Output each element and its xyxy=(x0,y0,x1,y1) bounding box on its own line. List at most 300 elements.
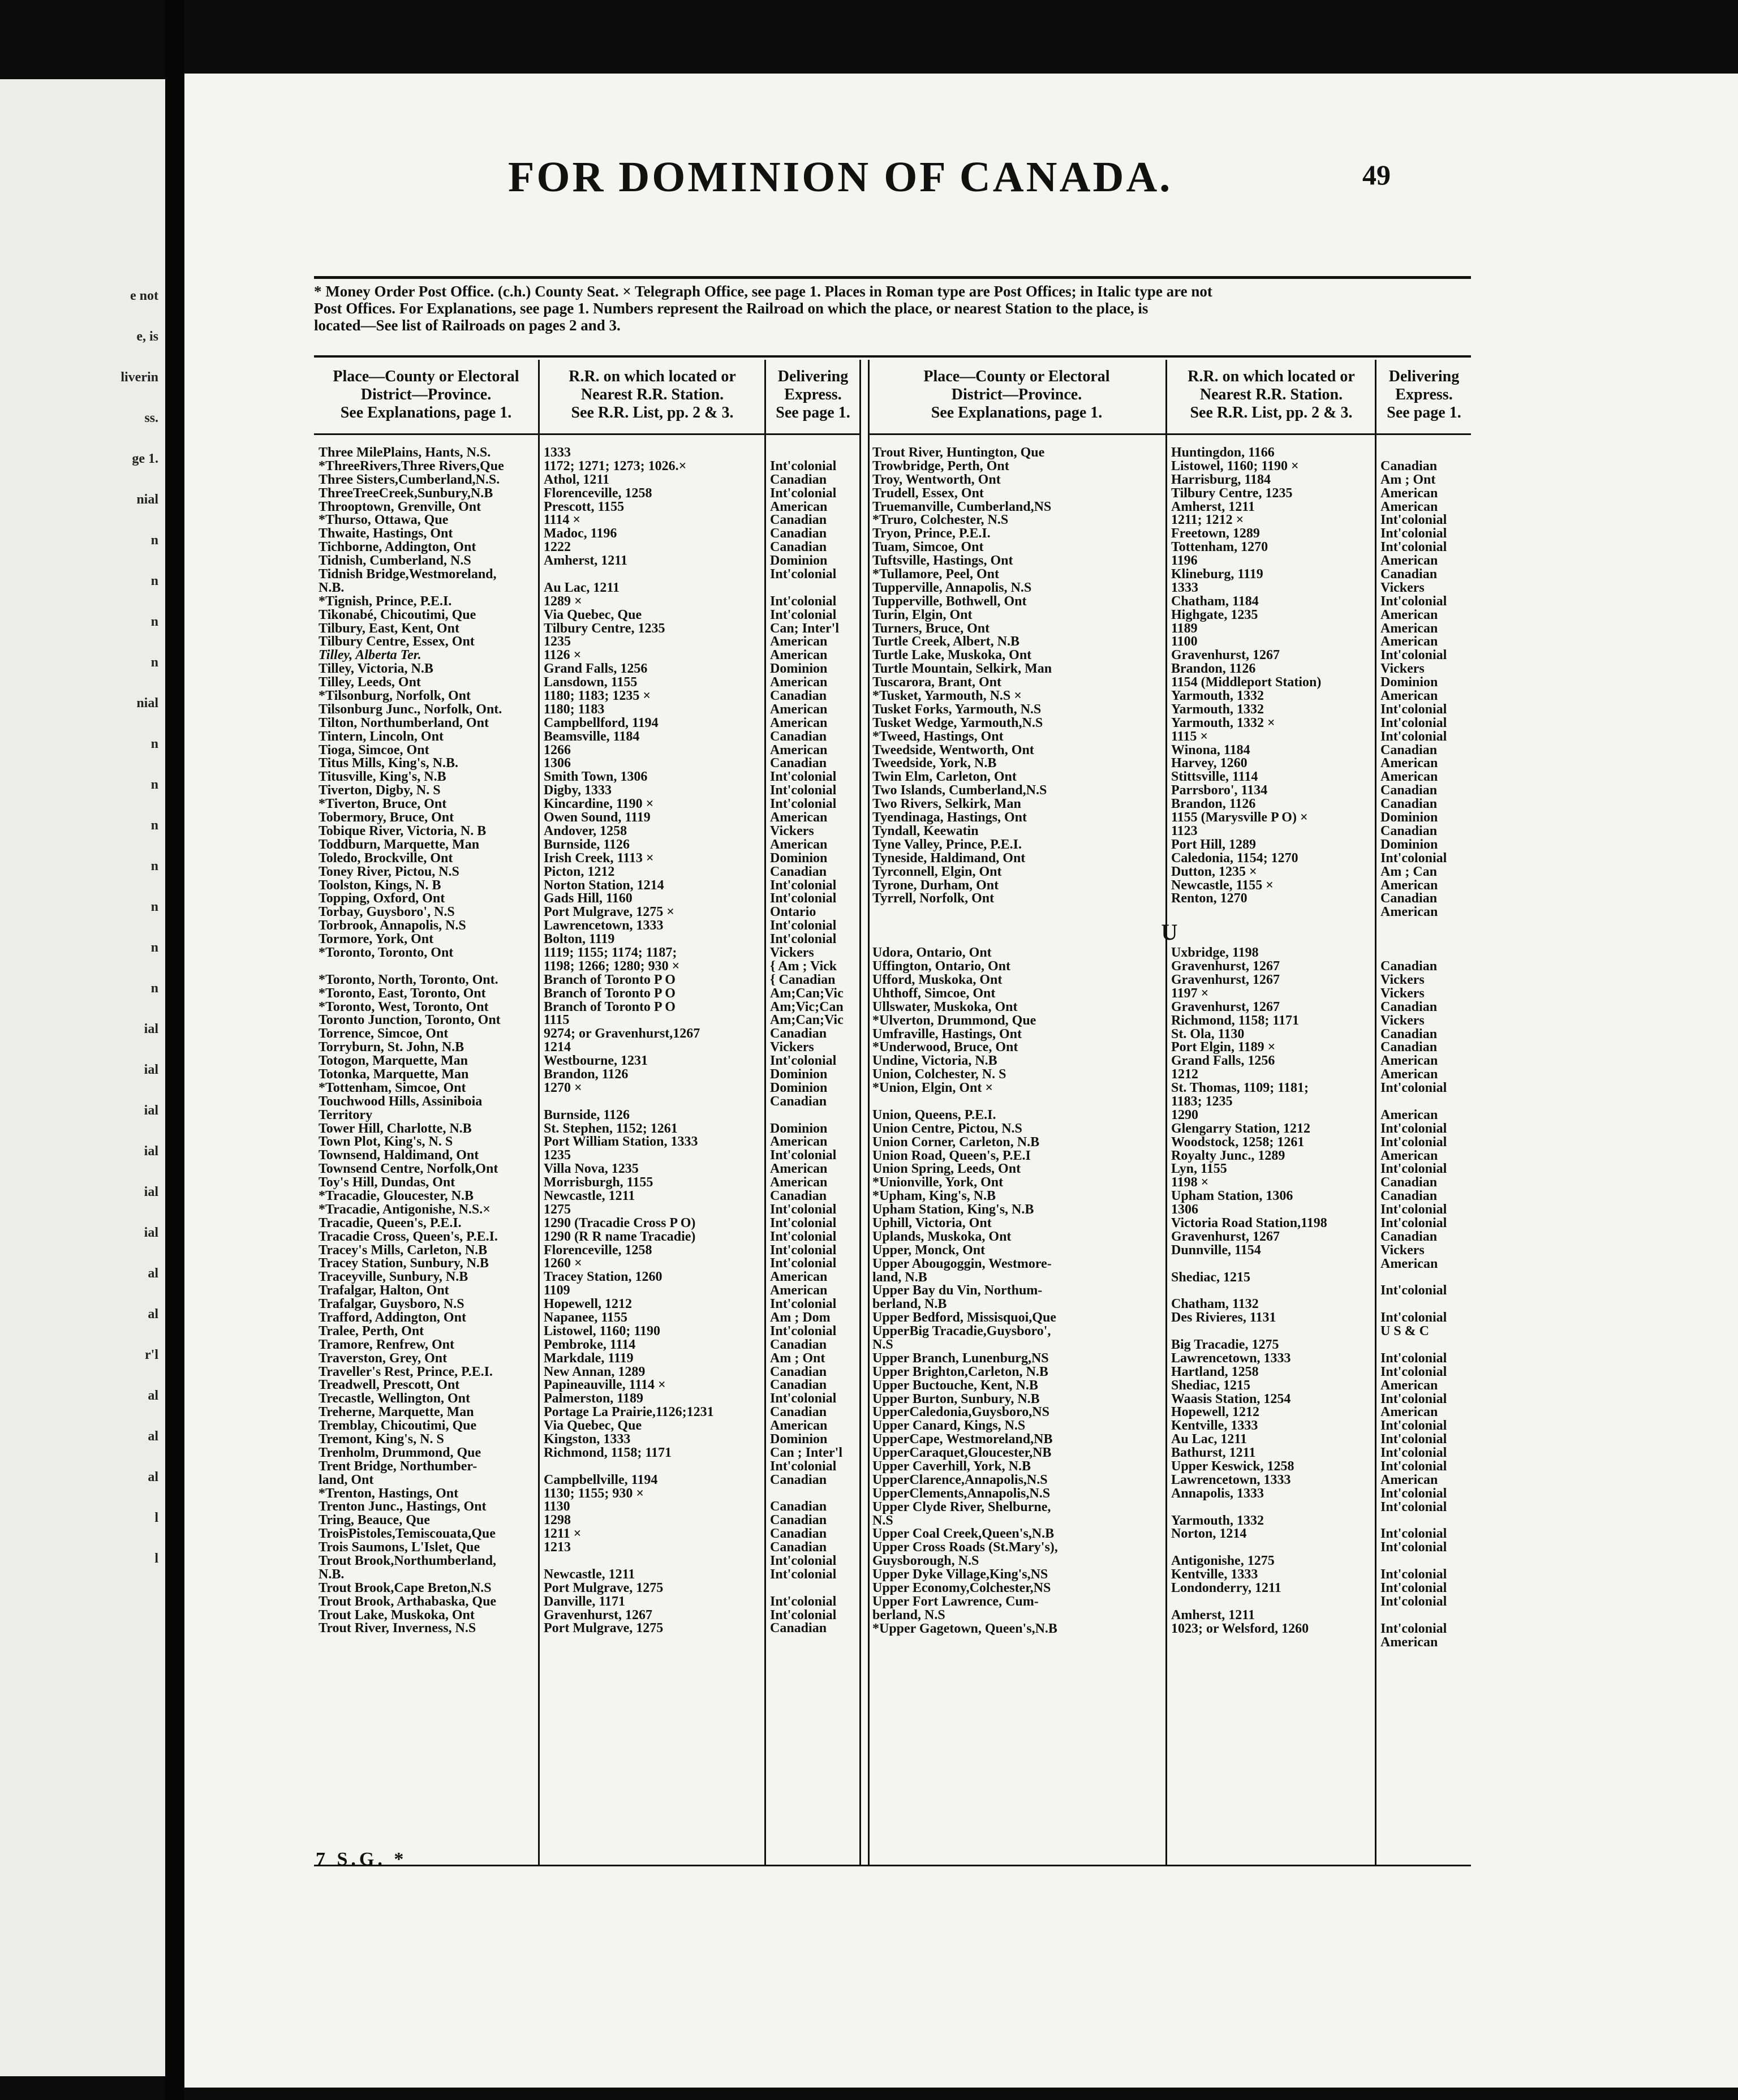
left-page-text-fragment: ial xyxy=(144,1062,158,1077)
express-cell: Int'colonial xyxy=(1380,1460,1447,1474)
table-row xyxy=(868,1189,1471,1203)
left-page-text-fragment: al xyxy=(148,1388,158,1403)
place-cell: Trowbridge, Perth, Ont xyxy=(872,459,1009,473)
table-row xyxy=(868,1230,1471,1243)
express-cell: American xyxy=(1380,486,1438,500)
place-cell: land, N.B xyxy=(872,1270,927,1284)
table-row xyxy=(314,865,859,879)
express-cell: Dominion xyxy=(1380,837,1438,851)
table-row xyxy=(314,500,859,514)
place-cell: Touchwood Hills, Assiniboia xyxy=(319,1094,483,1108)
railroad-cell: 1126 × xyxy=(544,648,582,662)
table-row xyxy=(868,1568,1471,1581)
railroad-cell: Richmond, 1158; 1171 xyxy=(1171,1013,1300,1027)
table-row xyxy=(868,1636,1471,1649)
railroad-cell: 1154 (Middleport Station) xyxy=(1171,675,1322,690)
express-cell: Int'colonial xyxy=(770,1459,837,1473)
table-row xyxy=(868,446,1471,459)
railroad-cell: 1222 xyxy=(544,540,571,554)
railroad-cell: Harvey, 1260 xyxy=(1171,756,1247,771)
place-cell: Torryburn, St. John, N.B xyxy=(319,1040,464,1055)
table-row xyxy=(314,1040,859,1054)
table-row xyxy=(868,1081,1471,1095)
table-row xyxy=(868,500,1471,514)
express-cell: Int'colonial xyxy=(1380,716,1447,730)
place-cell: *Union, Elgin, Ont × xyxy=(872,1081,993,1095)
table-row xyxy=(314,892,859,905)
railroad-cell: Port William Station, 1333 xyxy=(544,1135,698,1149)
railroad-cell: 1198 × xyxy=(1171,1176,1209,1190)
express-cell: Int'colonial xyxy=(770,608,837,622)
express-cell: American xyxy=(770,1270,828,1284)
railroad-cell: Port Elgin, 1189 × xyxy=(1171,1040,1276,1055)
place-cell: Traverston, Grey, Ont xyxy=(319,1351,448,1365)
express-cell: Canadian xyxy=(770,1540,827,1555)
place-cell: Tuscarora, Brant, Ont xyxy=(872,675,1002,690)
express-cell: American xyxy=(770,811,828,825)
page-number: 49 xyxy=(1362,159,1391,191)
table-row xyxy=(868,1352,1471,1365)
place-cell: Torbay, Guysboro', N.S xyxy=(319,905,455,919)
table-row xyxy=(868,1446,1471,1460)
express-cell: American xyxy=(770,1284,828,1298)
express-cell: Int'colonial xyxy=(1380,851,1447,865)
place-cell: Upper Burton, Sunbury, N.B xyxy=(872,1392,1040,1406)
express-cell: Canadian xyxy=(1380,824,1438,838)
express-cell: Int'colonial xyxy=(1380,1621,1447,1636)
table-row xyxy=(868,1500,1471,1514)
table-row xyxy=(868,959,1471,973)
railroad-cell: 1306 xyxy=(544,756,571,771)
railroad-cell: Newcastle, 1211 xyxy=(544,1189,635,1203)
place-cell: Three Sisters,Cumberland,N.S. xyxy=(319,472,500,487)
table-row xyxy=(314,1189,859,1203)
place-cell: *Ulverton, Drummond, Que xyxy=(872,1013,1036,1027)
left-page-text-fragment: n xyxy=(150,981,158,996)
place-cell: ThreeTreeCreek,Sunbury,N.B xyxy=(319,486,493,500)
express-cell: American xyxy=(770,837,828,851)
table-row xyxy=(314,1419,859,1432)
place-cell: Traceyville, Sunbury, N.B xyxy=(319,1270,468,1284)
table-row xyxy=(314,1311,859,1324)
express-cell: Vickers xyxy=(1380,972,1425,987)
railroad-cell: Hartland, 1258 xyxy=(1171,1365,1259,1379)
railroad-cell: Burnside, 1126 xyxy=(544,1108,630,1122)
railroad-cell: 1235 xyxy=(544,635,571,649)
left-page-text-fragment: al xyxy=(148,1470,158,1484)
table-row xyxy=(314,838,859,851)
table-row xyxy=(314,662,859,675)
railroad-cell: Port Mulgrave, 1275 xyxy=(544,1621,664,1636)
railroad-cell: Papineauville, 1114 × xyxy=(544,1378,666,1392)
place-cell: Tilley, Leeds, Ont xyxy=(319,675,421,690)
express-cell: Canadian xyxy=(770,513,827,527)
table-row xyxy=(314,689,859,703)
express-cell: Canadian xyxy=(1380,797,1438,811)
railroad-cell: Smith Town, 1306 xyxy=(544,770,648,784)
left-page-text-fragment: n xyxy=(150,900,158,914)
railroad-cell: Chatham, 1132 xyxy=(1171,1297,1259,1311)
place-cell: Totogon, Marquette, Man xyxy=(319,1054,468,1068)
express-cell: Int'colonial xyxy=(1380,1351,1447,1365)
place-cell: Upper Coal Creek,Queen's,N.B xyxy=(872,1527,1055,1541)
place-cell: *Trenton, Hastings, Ont xyxy=(319,1486,459,1500)
express-cell: Am;Can;Vic xyxy=(770,1013,844,1027)
express-cell: Int'colonial xyxy=(1380,1121,1447,1135)
railroad-cell: Branch of Toronto P O xyxy=(544,972,676,987)
express-cell: American xyxy=(770,635,828,649)
left-page-text-fragment: n xyxy=(150,777,158,792)
table-row xyxy=(314,1068,859,1081)
table-row xyxy=(314,987,859,1000)
railroad-cell: Chatham, 1184 xyxy=(1171,594,1259,608)
place-cell: Thwaite, Hastings, Ont xyxy=(319,527,453,541)
railroad-cell: Pembroke, 1114 xyxy=(544,1337,636,1352)
place-cell: Torrence, Simcoe, Ont xyxy=(319,1027,449,1041)
railroad-cell: Gravenhurst, 1267 xyxy=(544,1608,652,1622)
place-cell: Uplands, Muskoka, Ont xyxy=(872,1229,1012,1243)
express-cell: Dominion xyxy=(770,1067,828,1081)
place-cell: Uhthoff, Simcoe, Ont xyxy=(872,986,996,1000)
railroad-cell: Napanee, 1155 xyxy=(544,1311,628,1324)
table-row xyxy=(314,1365,859,1379)
railroad-cell: 1172; 1271; 1273; 1026.× xyxy=(544,459,687,473)
legend-rule xyxy=(314,355,1471,358)
express-cell: Can ; Inter'l xyxy=(770,1445,842,1460)
railroad-cell: 1289 × xyxy=(544,594,582,608)
place-cell: Ullswater, Muskoka, Ont xyxy=(872,1000,1018,1014)
table-row xyxy=(868,946,1471,959)
railroad-cell: Grand Falls, 1256 xyxy=(544,662,648,676)
place-cell: UpperCaraquet,Gloucester,NB xyxy=(872,1446,1052,1460)
express-cell: American xyxy=(1380,1054,1438,1068)
place-cell: Upper Clyde River, Shelburne, xyxy=(872,1500,1051,1514)
railroad-cell: 1290 xyxy=(1171,1108,1198,1122)
railroad-cell: St. Thomas, 1109; 1181; xyxy=(1171,1081,1309,1095)
express-cell: Int'colonial xyxy=(770,878,837,892)
railroad-cell: Lyn, 1155 xyxy=(1171,1162,1227,1176)
table-row xyxy=(314,716,859,730)
railroad-cell: Au Lac, 1211 xyxy=(544,580,620,595)
table-row xyxy=(314,595,859,608)
place-cell: Toolston, Kings, N. B xyxy=(319,878,441,892)
railroad-cell: Lawrencetown, 1333 xyxy=(1171,1473,1291,1487)
header-rr: R.R. on which located or Nearest R.R. Station. See R.R. List, pp. 2 & 3. xyxy=(569,368,736,421)
place-cell: *Upham, King's, N.B xyxy=(872,1189,996,1203)
table-row xyxy=(314,824,859,838)
left-page-text-fragment: al xyxy=(148,1307,158,1322)
place-cell: Tralee, Perth, Ont xyxy=(319,1324,424,1338)
place-cell: Tilton, Northumberland, Ont xyxy=(319,716,489,730)
express-cell: Int'colonial xyxy=(770,919,837,933)
table-row xyxy=(314,797,859,811)
express-cell: { Am ; Vick xyxy=(770,959,837,973)
place-cell: Tioga, Simcoe, Ont xyxy=(319,743,429,757)
table-row xyxy=(868,703,1471,716)
express-cell: Canadian xyxy=(1380,1189,1438,1203)
table-row xyxy=(314,1378,859,1392)
table-row xyxy=(314,1405,859,1419)
railroad-cell: Via Quebec, Que xyxy=(544,1419,642,1433)
table-row xyxy=(868,527,1471,540)
railroad-cell: Uxbridge, 1198 xyxy=(1171,946,1259,960)
place-cell: Trout Brook,Cape Breton,N.S xyxy=(319,1581,492,1595)
table-row xyxy=(868,1135,1471,1149)
express-cell: Vickers xyxy=(1380,986,1425,1000)
railroad-cell: Caledonia, 1154; 1270 xyxy=(1171,851,1298,865)
place-cell: Tobermory, Bruce, Ont xyxy=(319,811,454,825)
express-cell: American xyxy=(1380,689,1438,703)
express-cell: Int'colonial xyxy=(770,1243,837,1257)
railroad-cell: Big Tracadie, 1275 xyxy=(1171,1338,1279,1352)
express-cell: Int'colonial xyxy=(1380,1365,1447,1379)
place-cell: Tring, Beauce, Que xyxy=(319,1513,430,1527)
railroad-cell: Lawrencetown, 1333 xyxy=(1171,1351,1291,1365)
express-cell: Int'colonial xyxy=(1380,1594,1447,1608)
express-cell: Vickers xyxy=(770,824,814,838)
place-cell: Umfraville, Hastings, Ont xyxy=(872,1027,1022,1041)
express-cell: Int'colonial xyxy=(1380,594,1447,608)
railroad-cell: Kincardine, 1190 × xyxy=(544,797,654,811)
place-cell: Toney River, Pictou, N.S xyxy=(319,864,459,879)
express-cell: Canadian xyxy=(1380,459,1438,473)
table-row xyxy=(314,932,859,946)
railroad-cell: 1333 xyxy=(544,446,571,459)
express-cell: American xyxy=(1380,1378,1438,1392)
left-page-text-fragment: ial xyxy=(144,1144,158,1159)
express-cell: Vickers xyxy=(770,1040,814,1055)
railroad-cell: Gravenhurst, 1267 xyxy=(1171,972,1280,987)
express-cell: American xyxy=(1380,1148,1438,1163)
table-row xyxy=(314,1081,859,1095)
table-row xyxy=(868,1284,1471,1297)
express-cell: Canadian xyxy=(770,1513,827,1527)
table-row xyxy=(314,1392,859,1405)
place-cell: Union Spring, Leeds, Ont xyxy=(872,1162,1021,1176)
place-cell: Tremblay, Chicoutimi, Que xyxy=(319,1419,477,1433)
table-right xyxy=(868,360,1471,1865)
express-cell: American xyxy=(770,675,828,690)
left-page-text-fragment: ial xyxy=(144,1185,158,1199)
railroad-cell: Markdale, 1119 xyxy=(544,1351,634,1365)
table-row xyxy=(314,1108,859,1122)
railroad-cell: Upper Keswick, 1258 xyxy=(1171,1460,1294,1474)
table-row xyxy=(314,851,859,865)
place-cell: Tupperville, Bothwell, Ont xyxy=(872,594,1027,608)
express-cell: Canadian xyxy=(770,1337,827,1352)
express-cell: Int'colonial xyxy=(770,1608,837,1622)
place-cell: *Toronto, West, Toronto, Ont xyxy=(319,1000,489,1014)
express-cell: Dominion xyxy=(770,1121,828,1135)
express-cell: Canadian xyxy=(770,1094,827,1108)
express-cell: Vickers xyxy=(1380,1243,1425,1257)
table-row xyxy=(868,770,1471,784)
left-page-text-fragment: nial xyxy=(136,492,158,507)
table-row xyxy=(868,1216,1471,1230)
express-cell: American xyxy=(1380,1473,1438,1487)
place-cell: Twin Elm, Carleton, Ont xyxy=(872,770,1017,784)
express-cell: American xyxy=(770,1419,828,1433)
railroad-cell: Upham Station, 1306 xyxy=(1171,1189,1293,1203)
express-cell: American xyxy=(1380,756,1438,771)
express-cell: American xyxy=(770,702,828,716)
table-row xyxy=(868,756,1471,770)
place-cell: *Toronto, North, Toronto, Ont. xyxy=(319,972,498,987)
table-row xyxy=(314,1013,859,1027)
table-row xyxy=(314,459,859,473)
railroad-cell: Danville, 1171 xyxy=(544,1594,626,1608)
table-row xyxy=(868,1540,1471,1554)
railroad-cell: Royalty Junc., 1289 xyxy=(1171,1148,1285,1163)
railroad-cell: 1130; 1155; 930 × xyxy=(544,1486,644,1500)
table-row xyxy=(868,1243,1471,1257)
table-row xyxy=(314,1487,859,1500)
express-cell: Int'colonial xyxy=(770,459,837,473)
place-cell: Tweedside, Wentworth, Ont xyxy=(872,743,1034,757)
place-cell: Tintern, Lincoln, Ont xyxy=(319,729,444,743)
express-cell: Int'colonial xyxy=(1380,648,1447,662)
table-row xyxy=(868,487,1471,500)
place-cell: Toledo, Brockville, Ont xyxy=(319,851,453,865)
railroad-cell: Kentville, 1333 xyxy=(1171,1419,1258,1433)
express-cell: U S & C xyxy=(1380,1324,1430,1339)
railroad-cell: 1115 xyxy=(544,1013,570,1027)
table-row xyxy=(314,879,859,892)
railroad-cell: Newcastle, 1211 xyxy=(544,1567,635,1581)
express-cell: Canadian xyxy=(1380,959,1438,974)
express-cell: Int'colonial xyxy=(770,784,837,798)
table-row xyxy=(868,473,1471,487)
place-cell: Upham Station, King's, N.B xyxy=(872,1203,1034,1217)
railroad-cell: Lansdown, 1155 xyxy=(544,675,638,690)
place-cell: Tower Hill, Charlotte, N.B xyxy=(319,1121,472,1135)
place-cell: N.B. xyxy=(319,1567,345,1581)
express-cell: Canadian xyxy=(1380,892,1438,906)
express-cell: Vickers xyxy=(770,945,814,959)
express-cell: Int'colonial xyxy=(1380,1527,1447,1541)
express-cell: Canadian xyxy=(1380,743,1438,757)
express-cell: Int'colonial xyxy=(770,770,837,784)
express-cell: Canadian xyxy=(770,1405,827,1419)
railroad-cell: Highgate, 1235 xyxy=(1171,608,1258,622)
left-page-text-fragment: ge 1. xyxy=(132,451,158,466)
express-cell: Dominion xyxy=(770,554,828,568)
place-cell: Upper Cross Roads (St.Mary's), xyxy=(872,1540,1058,1555)
table-row xyxy=(868,1040,1471,1054)
left-page-text-fragment: n xyxy=(150,533,158,548)
table-row xyxy=(314,1554,859,1568)
table-row xyxy=(868,1271,1471,1284)
table-row xyxy=(868,595,1471,608)
left-page-text-fragment: al xyxy=(148,1429,158,1444)
railroad-cell: Brandon, 1126 xyxy=(544,1067,629,1081)
railroad-cell: Harrisburg, 1184 xyxy=(1171,472,1271,487)
place-cell: Turtle Creek, Albert, N.B xyxy=(872,635,1019,649)
express-cell: American xyxy=(1380,635,1438,649)
table-row xyxy=(868,635,1471,648)
table-row xyxy=(314,540,859,554)
express-cell: Int'colonial xyxy=(770,1216,837,1230)
express-cell: Int'colonial xyxy=(770,1554,837,1568)
place-cell: Guysborough, N.S xyxy=(872,1554,979,1568)
express-cell: Int'colonial xyxy=(770,1054,837,1068)
railroad-cell: 1333 xyxy=(1171,580,1198,595)
table-row xyxy=(314,1000,859,1014)
place-cell: Topping, Oxford, Ont xyxy=(319,892,445,906)
table-row xyxy=(314,1500,859,1513)
place-cell: Union, Queens, P.E.I. xyxy=(872,1108,996,1122)
railroad-cell: Morrisburgh, 1155 xyxy=(544,1176,653,1190)
table-header xyxy=(868,360,1471,435)
table-row xyxy=(314,622,859,635)
legend-line: * Money Order Post Office. (c.h.) County Seat. × Telegraph Office, see page 1. Places in Roman type are Post Offices; in Italic type are not xyxy=(314,283,1212,300)
place-cell: berland, N.S xyxy=(872,1608,945,1622)
railroad-cell: Port Mulgrave, 1275 × xyxy=(544,905,674,919)
express-cell: Dominion xyxy=(770,1432,828,1447)
railroad-cell: Bolton, 1119 xyxy=(544,932,615,946)
table-row xyxy=(868,811,1471,824)
express-cell: { Canadian xyxy=(770,972,836,987)
railroad-cell: 1155 (Marysville P O) × xyxy=(1171,811,1308,825)
express-cell: American xyxy=(770,1135,828,1149)
table-row xyxy=(868,540,1471,554)
express-cell: Int'colonial xyxy=(1380,1500,1447,1514)
railroad-cell: Port Mulgrave, 1275 xyxy=(544,1581,664,1595)
table-row xyxy=(868,716,1471,730)
place-cell: Upper Fort Lawrence, Cum- xyxy=(872,1594,1039,1608)
table-row xyxy=(314,946,859,959)
railroad-cell: Port Hill, 1289 xyxy=(1171,837,1256,851)
table-row xyxy=(868,1392,1471,1406)
place-cell: Toronto Junction, Toronto, Ont xyxy=(319,1013,501,1027)
place-cell: Townsend Centre, Norfolk,Ont xyxy=(319,1162,498,1176)
place-cell: Trout River, Huntington, Que xyxy=(872,446,1045,459)
railroad-cell: Portage La Prairie,1126;1231 xyxy=(544,1405,714,1419)
left-page-text-fragment: n xyxy=(150,737,158,751)
railroad-cell: Villa Nova, 1235 xyxy=(544,1162,639,1176)
express-cell: Int'colonial xyxy=(770,1202,837,1216)
place-cell: Three MilePlains, Hants, N.S. xyxy=(319,446,491,459)
express-cell: Canadian xyxy=(1380,784,1438,798)
table-row xyxy=(868,1311,1471,1324)
place-cell: Toddburn, Marquette, Man xyxy=(319,837,480,851)
railroad-cell: Prescott, 1155 xyxy=(544,500,625,514)
place-cell: *Toronto, Toronto, Ont xyxy=(319,945,454,959)
railroad-cell: Stittsville, 1114 xyxy=(1171,770,1258,784)
table-row xyxy=(314,1256,859,1270)
table-row xyxy=(868,1257,1471,1271)
left-page-text-fragment: e not xyxy=(130,289,158,303)
place-cell: Ufford, Muskoka, Ont xyxy=(872,972,1003,987)
express-cell: Canadian xyxy=(770,1527,827,1541)
place-cell: Upper, Monck, Ont xyxy=(872,1243,986,1257)
legend-line: Post Offices. For Explanations, see page 1. Numbers represent the Railroad on which the place, or nearest Station to the place, is xyxy=(314,300,1148,317)
railroad-cell: Westbourne, 1231 xyxy=(544,1054,648,1068)
railroad-cell: Annapolis, 1333 xyxy=(1171,1486,1264,1500)
railroad-cell: Hopewell, 1212 xyxy=(544,1297,632,1311)
railroad-cell: Brandon, 1126 xyxy=(1171,797,1256,811)
railroad-cell: 1214 xyxy=(544,1040,571,1055)
place-cell: Upper Bay du Vin, Northum- xyxy=(872,1284,1043,1298)
place-cell: Tyndall, Keewatin xyxy=(872,824,979,838)
railroad-cell: Kentville, 1333 xyxy=(1171,1568,1258,1582)
railroad-cell: 1211 × xyxy=(544,1527,582,1541)
express-cell: Canadian xyxy=(770,527,827,541)
table-row xyxy=(868,459,1471,473)
railroad-cell: Gads Hill, 1160 xyxy=(544,892,633,906)
place-cell: Upper Canard, Kings, N.S xyxy=(872,1419,1026,1433)
table-row xyxy=(868,1595,1471,1608)
